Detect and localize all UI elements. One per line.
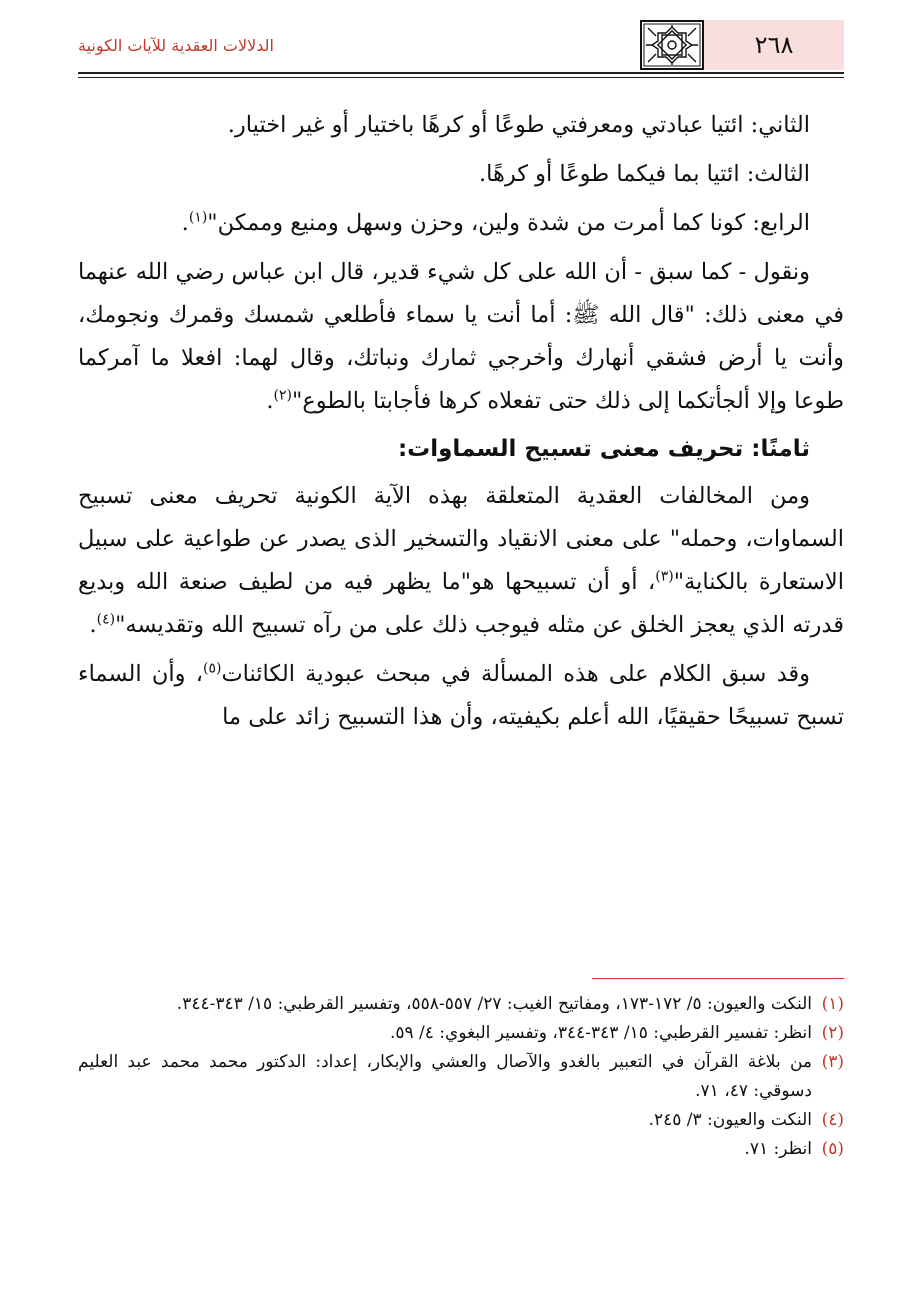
paragraph-text: وقد سبق الكلام على هذه المسألة في مبحث عبودية الكائنات — [221, 661, 810, 687]
paragraph-end: . — [266, 388, 274, 414]
footnote-text: انظر: تفسير القرطبي: ١٥/ ٣٤٣-٣٤٤، وتفسير البغوي: ٤/ ٥٩. — [389, 1023, 812, 1043]
header-rule-thin — [78, 77, 844, 78]
paragraph — [78, 153, 844, 196]
footnote-separator — [592, 978, 844, 979]
page-header — [78, 20, 844, 80]
footnote-number: (٥) — [821, 1139, 844, 1159]
footnote-number: (٤) — [821, 1110, 844, 1130]
header-rule — [78, 72, 844, 74]
section-heading: ثامنًا: تحريف معنى تسبيح السماوات: — [397, 436, 810, 462]
paragraph-text: الثالث: ائتيا بما فيكما طوعًا أو كرهًا. — [478, 161, 810, 187]
paragraph — [78, 202, 844, 245]
footnote-ref[interactable]: (١) — [188, 209, 208, 226]
paragraph — [78, 475, 844, 647]
paragraph-text: ونقول - كما سبق - أن الله على كل شيء قدير، قال ابن عباس رضي الله عنهما في معنى ذلك: "قال الله ﷺ: أما أنت يا سماء فأطلعي شمسك وقمرك ونجومك، وأنت يا أرض فشقي أنهارك وأخرجي ثمارك ونباتك، وقال لهما: افعلا ما آمركما طوعا وإلا ألجأتكما إلى ذلك حتى تفعلاه كرها فأجابتا بالطوع" — [78, 259, 844, 414]
paragraph-text: ، وأن السماء تسبح تسبيحًا حقيقيًا، الله أعلم بكيفيته، وأن هذا التسبيح زائد على ما — [78, 661, 844, 730]
footnote — [78, 1048, 844, 1106]
paragraph — [78, 653, 844, 739]
paragraph — [78, 104, 844, 147]
footnote — [78, 1106, 844, 1135]
islamic-pattern-ornament-icon — [640, 20, 704, 70]
footnote-ref[interactable]: (٢) — [273, 387, 292, 404]
footnote-number: (٢) — [821, 1023, 844, 1043]
footnote-ref[interactable]: (٤) — [96, 611, 116, 628]
paragraph — [78, 251, 844, 423]
footnote — [78, 1135, 844, 1164]
paragraph-end: . — [181, 210, 189, 236]
footnote-ref[interactable]: (٣) — [655, 568, 674, 585]
footnote — [78, 1019, 844, 1048]
paragraph-text: الرابع: كونا كما أمرت من شدة ولين، وحزن وسهل ومنيع وممكن" — [207, 210, 810, 236]
page-number: ٢٦٨ — [704, 20, 844, 70]
footnote-text: انظر: ٧١. — [744, 1139, 812, 1159]
paragraph-end: . — [89, 612, 97, 638]
footnote-number: (٣) — [821, 1052, 844, 1072]
footnote-number: (١) — [821, 994, 844, 1014]
footnote — [78, 990, 844, 1019]
paragraph-text: ، أو أن تسبيحها هو"ما يظهر فيه من لطيف صنعة الله وبديع قدرته الذي يعجز الخلق عن مثله فيوجب ذلك على من رآه تسبيح الله وتقديسه" — [78, 569, 844, 638]
footnote-ref[interactable]: (٥) — [203, 660, 222, 677]
main-text — [78, 104, 844, 745]
footnotes — [78, 990, 844, 1164]
running-title: الدلالات العقدية للآيات الكونية — [78, 35, 274, 55]
footnote-text: النكت والعيون: ٣/ ٢٤٥. — [648, 1110, 812, 1130]
footnote-text: النكت والعيون: ٥/ ١٧٢-١٧٣، ومفاتيح الغيب: ٢٧/ ٥٥٧-٥٥٨، وتفسير القرطبي: ١٥/ ٣٤٣-٣٤٤. — [176, 994, 812, 1014]
footnote-text: من بلاغة القرآن في التعبير بالغدو والآصال والعشي والإبكار، إعداد: الدكتور محمد محمد عبد العليم دسوقي: ٤٧، ٧١. — [78, 1052, 812, 1101]
paragraph-text: ومن المخالفات العقدية المتعلقة بهذه الآية الكونية تحريف معنى تسبيح السماوات، وحمله" على معنى الانقياد والتسخير الذى يصدر عن طواعية على سبيل الاستعارة بالكناية" — [78, 483, 844, 595]
paragraph-text: الثاني: ائتيا عبادتي ومعرفتي طوعًا أو كرهًا باختيار أو غير اختيار. — [227, 112, 810, 138]
